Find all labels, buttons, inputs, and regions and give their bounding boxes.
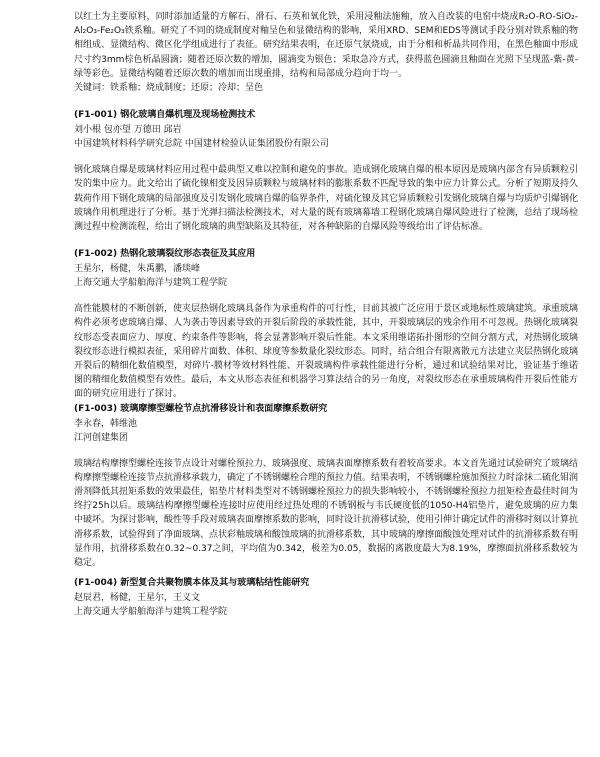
article-affiliation: 上海交通大学船舶海洋与建筑工程学院 [74, 278, 228, 289]
intro-abstract: 以红土为主要原料，同时添加适量的方解石、滑石、石英和氧化铁，采用浸釉法施釉，放入自改装的电窑中烧成R₂O-RO-SiO₂-Al₂O₃-Fe₂O₃铁系釉。研究了不同的烧成制度对釉呈色和显微结构的影响，采用XRD、SEM和EDS等测试手段分别对铁系釉的物相组成、显微结构、微区化学组成进行了表征。研究结果表明，在还原气氛烧成，由于分相和析晶共同作用，在黑色釉面中形成尺寸约3mm棕色析晶圆滴；随着还原次数的增加，圆滴变为银色；采取急冷方式，获得蓝色圆滴且釉面在光照下呈现蓝-紫-黄-绿等彩色。显微结构随着还原次数的增加而出现重排，结构和局部成分趋向于均一。 [74, 12, 579, 79]
article-title: (F1-002) 热钢化玻璃裂纹形态表征及其应用 [74, 249, 256, 260]
article-authors: 王星尔，杨健，朱禹鹏，潘琰峰 [74, 264, 201, 275]
article-authors: 李永春，韩维池 [74, 418, 138, 429]
article-abstract: 高性能膜材的不断创新，使夹层热钢化玻璃具备作为承重构件的可行性，目前其被广泛应用于景区或地标性玻璃建筑。承重玻璃构件必须考虑玻璃自爆、人为袭击等因素导致的开裂后阶段的承载性能，其中，开裂玻璃层的残余作用不可忽视。热钢化玻璃裂纹形态受表面应力、厚度、约束条件等影响，将会显著影响开裂后性能。本文采用维诺拓扑图形的空间分割方式，对热钢化玻璃裂纹形态进行模拟表征，采用碎片面数、体积、球度等参数量化裂纹形态。同时，结合组合有限离散元方法建立夹层热钢化玻璃开裂后的精细化数值模型，对碎片-膜材等效材料性能、开裂玻璃构件承载性能进行分析，通过和试验结果对比，验证基于维诺图的精细化数值模型有效性。最后，本文从形态表征和机器学习算法结合的另一角度，对裂纹形态在承重玻璃构件开裂后性能方面的研究应用进行了探讨。 [74, 304, 579, 400]
article-authors: 赵辰君，杨健，王星尔，王义文 [74, 593, 201, 604]
article-affiliation: 江河创建集团 [74, 432, 129, 443]
article-title: (F1-003) 玻璃摩擦型螺栓节点抗滑移设计和表面摩擦系数研究 [74, 403, 328, 414]
intro-keywords: 关键词：铁系釉；烧成制度；还原；冷却；呈色 [74, 83, 264, 94]
article-title: (F1-001) 钢化玻璃自爆机理及现场检测技术 [74, 110, 256, 121]
article-abstract: 玻璃结构摩擦型螺栓连接节点设计对螺栓预拉力、玻璃强度、玻璃表面摩擦系数有着较高要求。本文首先通过试验研究了玻璃结构摩擦型螺栓连接节点抗滑移承载力，确定了不锈钢螺栓合理的预拉力值。结果表明，不锈钢螺栓施加预拉力时涂抹二硫化钼润滑剂降低其扭矩系数的效果最佳，铝垫片材料类型对不锈钢螺栓预拉力的损失影响较小，不锈钢螺栓预拉力扭矩检查最佳时间为终拧25h以后。玻璃结构摩擦型螺栓连接时应使用经过热处理的不锈钢板与韦氏硬度低的1050-H4铝垫片，避免玻璃的应力集中破坏。为探讨影响，酸性等手段对玻璃表面摩擦系数的影响，同时设计抗滑移试验，使用引伸计确定试件的滑移时刻以计算抗滑移系数，试验得到了净面玻璃、点状彩釉玻璃和酸蚀玻璃的抗滑移系数，其中玻璃的摩擦面酸蚀处理对试件的抗滑移系数有明显作用，抗滑移系数在0.32~0.37之间，平均值为0.342，极差为0.05，数据的离散度最大为8.19%，摩擦面抗滑移系数较为稳定。 [74, 458, 579, 569]
article-affiliation: 上海交通大学船舶海洋与建筑工程学院 [74, 607, 228, 618]
article-abstract: 钢化玻璃自爆是玻璃材料应用过程中最典型又难以控制和避免的事故。造成钢化玻璃自爆的根本原因是玻璃内部含有异质颗粒引发的集中应力。此文给出了硫化镍相变及因异质颗粒与玻璃材料的膨胀系数不匹配导致的集中应力计算公式。分析了短期及持久载荷作用下钢化玻璃的局部强度及引发钢化玻璃自爆的临界条件，对硫化镍及其它异质颗粒引发钢化玻璃自爆与均质炉引爆钢化玻璃作用机理进行了分析。基于光弹扫描法检测技术，对大量的既有玻璃幕墙工程钢化玻璃自爆风险进行了检测，总结了现场检测过程中检测流程，给出了钢化玻璃的典型缺陷及其特征，对各种缺陷的自爆风险等级给出了评估标准。 [74, 165, 579, 233]
article-affiliation: 中国建筑材料科学研究总院 中国建材检验认证集团股份有限公司 [74, 139, 329, 150]
article-title: (F1-004) 新型复合共聚物膜本体及其与玻璃粘结性能研究 [74, 578, 310, 589]
article-authors: 刘小根 包亦望 万德田 邱岩 [74, 125, 182, 136]
